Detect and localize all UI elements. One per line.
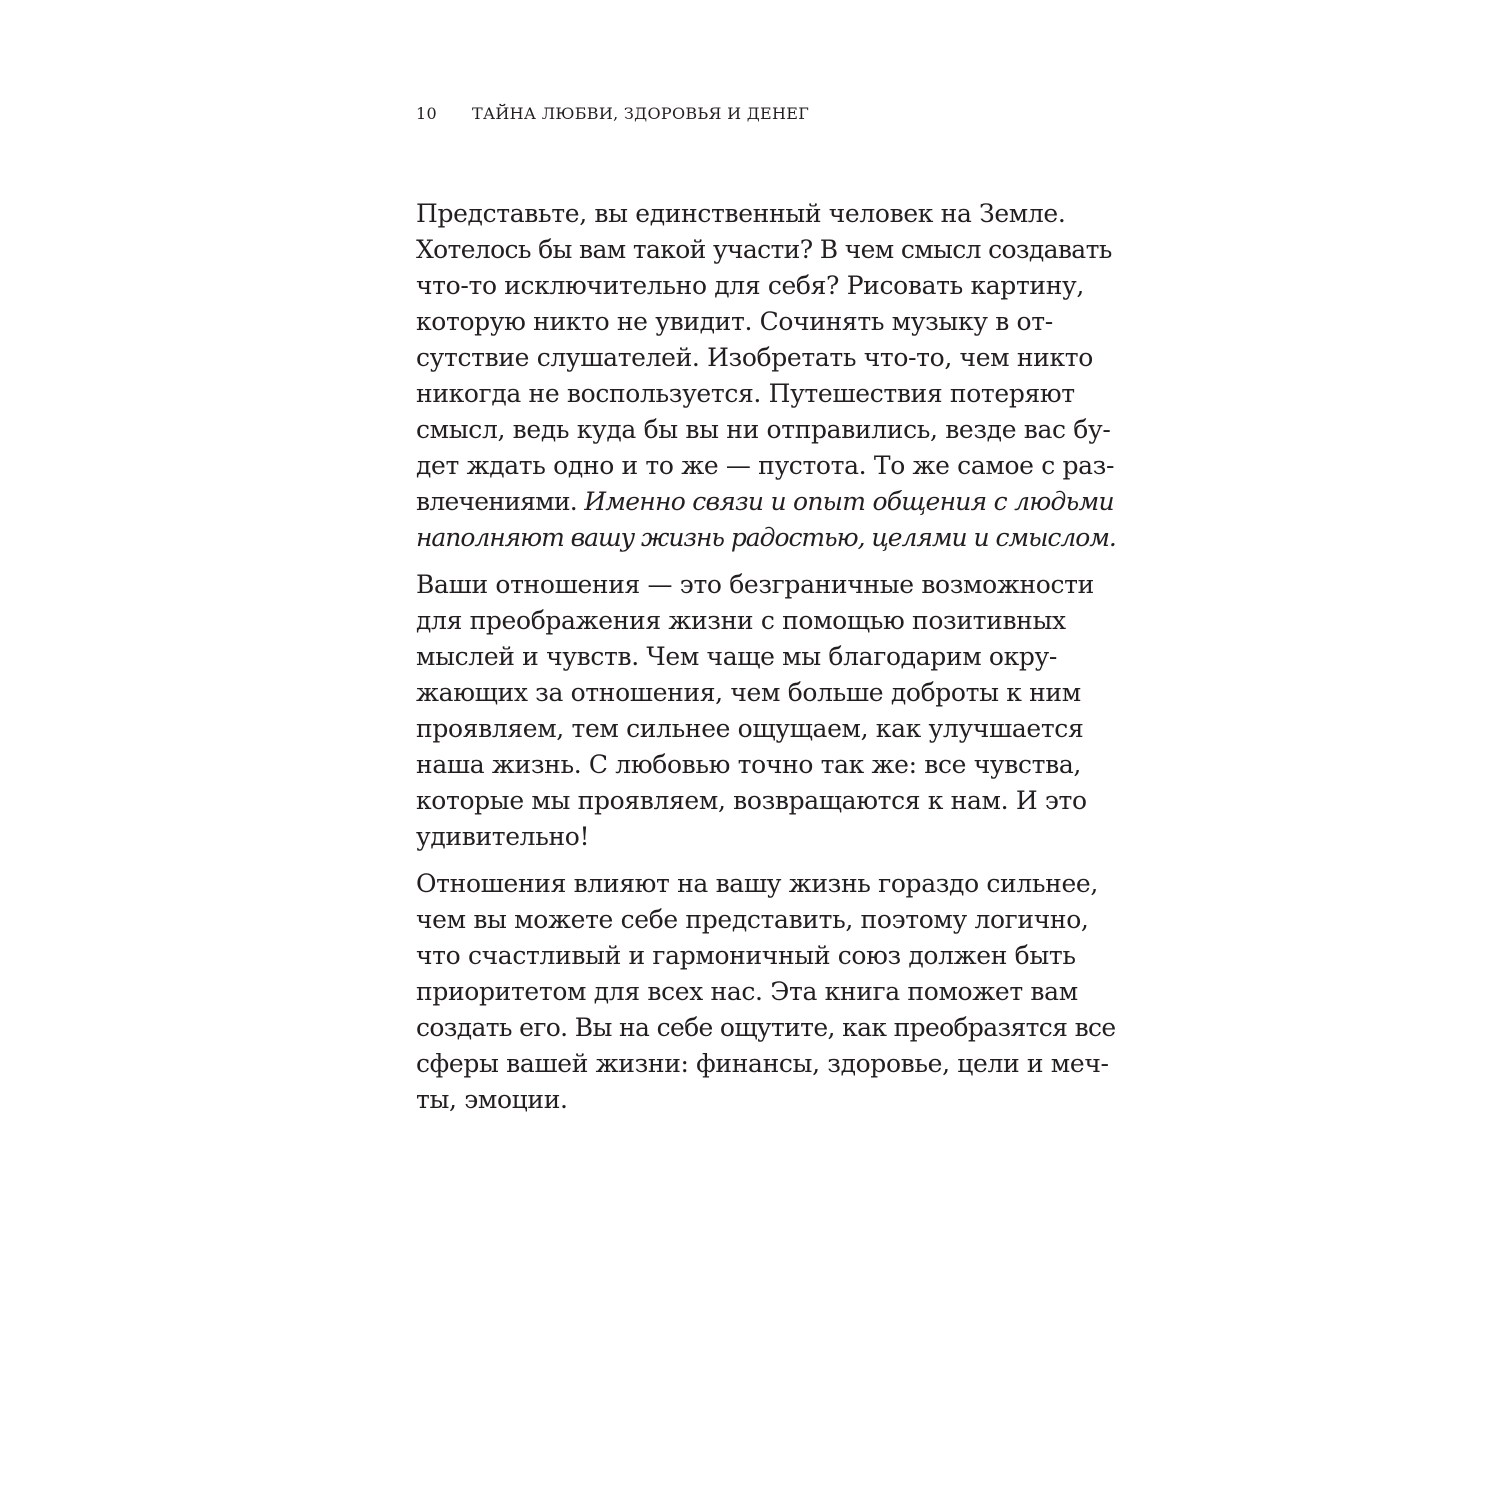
page-number: 10 (416, 104, 437, 123)
running-title: ТАЙНА ЛЮБВИ, ЗДОРОВЬЯ И ДЕНЕГ (472, 104, 810, 123)
text-line: сутствие слушателей. Изобретать что-то, чем никто (416, 343, 1093, 372)
text-line: создать его. Вы на себе ощутите, как преобразятся все (416, 1013, 1116, 1042)
text-line: Представьте, вы единственный человек на Земле. (416, 199, 1066, 228)
text-line: жающих за отношения, чем больше доброты к ним (416, 678, 1081, 707)
text-line: наша жизнь. С любовью точно так же: все чувства, (416, 750, 1081, 779)
text-line: для преображения жизни с помощью позитивных (416, 606, 1066, 635)
text-line: приоритетом для всех нас. Эта книга поможет вам (416, 977, 1078, 1006)
text-line: влечениями. Именно связи и опыт общения с людьми (416, 487, 1114, 516)
text-line: ты, эмоции. (416, 1085, 568, 1114)
emphasis-text: Именно связи и опыт общения с людьми (584, 487, 1114, 516)
text-line: что-то исключительно для себя? Рисовать картину, (416, 271, 1085, 300)
text-line: сферы вашей жизни: финансы, здоровье, цели и меч- (416, 1049, 1109, 1078)
text-line: которые мы проявляем, возвращаются к нам. И это (416, 786, 1087, 815)
text-line: дет ждать одно и то же — пустота. То же самое с раз- (416, 451, 1115, 480)
emphasis-text: наполняют вашу жизнь радостью, целями и смыслом. (416, 523, 1116, 552)
text-line: что счастливый и гармоничный союз должен быть (416, 941, 1076, 970)
text-line: мыслей и чувств. Чем чаще мы благодарим окру- (416, 642, 1058, 671)
body-text (416, 196, 1116, 1118)
text-line: чем вы можете себе представить, поэтому логично, (416, 905, 1089, 934)
text-line: Отношения влияют на вашу жизнь гораздо сильнее, (416, 869, 1098, 898)
text-line: никогда не воспользуется. Путешествия потеряют (416, 379, 1075, 408)
text-line: проявляем, тем сильнее ощущаем, как улучшается (416, 714, 1084, 743)
text-line: Хотелось бы вам такой участи? В чем смысл создавать (416, 235, 1112, 264)
text-line: удивительно! (416, 822, 590, 851)
text-line: которую никто не увидит. Сочинять музыку в от- (416, 307, 1053, 336)
running-head (416, 104, 809, 130)
text-line (416, 520, 1116, 567)
text-line: смысл, ведь куда бы вы ни отправились, везде вас бу- (416, 415, 1111, 444)
text-line: Ваши отношения — это безграничные возможности (416, 570, 1094, 599)
